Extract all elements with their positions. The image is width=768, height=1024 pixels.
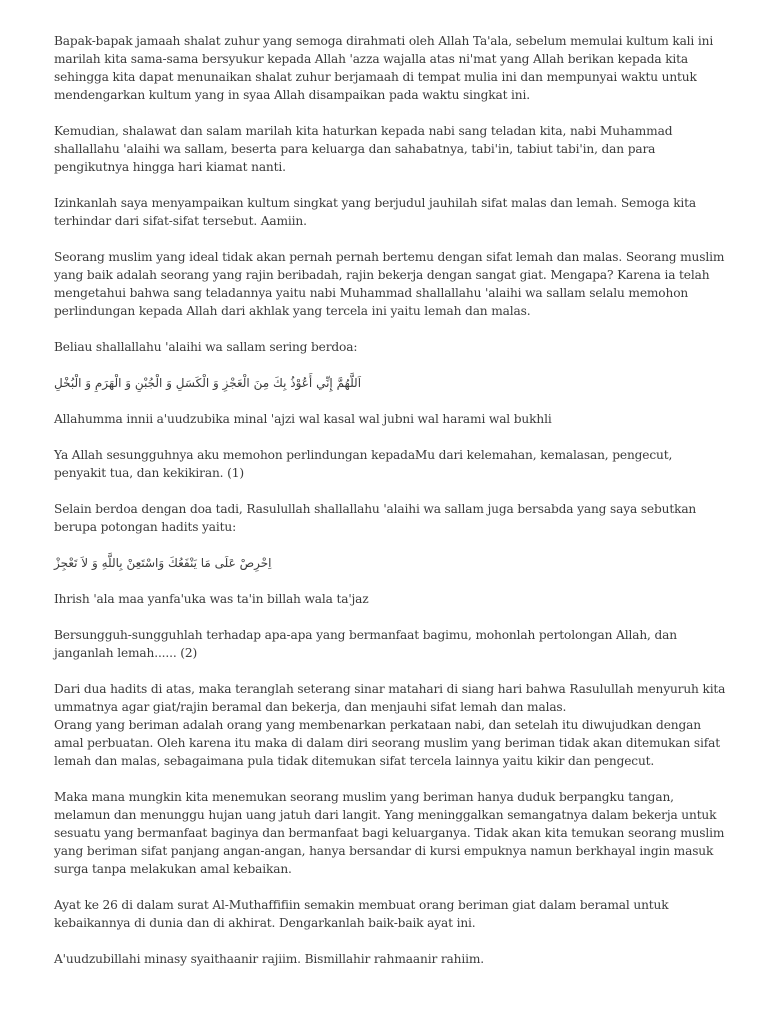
- text-line: berupa potongan hadits yaitu:: [54, 520, 237, 534]
- text-line: Allahumma innii a'uudzubika minal 'ajzi wal kasal wal jubni wal harami wal bukhli: [54, 412, 552, 426]
- text-line: yang baik adalah seorang yang rajin beribadah, rajin bekerja dengan sangat giat. Mengapa? Karena ia telah: [54, 268, 710, 282]
- text-line: perlindungan kepada Allah dari akhlak yang tercela ini yaitu lemah dan malas.: [54, 304, 531, 318]
- paragraph-doa-translation: [54, 446, 716, 482]
- text-line: Dari dua hadits di atas, maka teranglah seterang sinar matahari di siang hari bahwa Rasulullah menyuruh kita: [54, 682, 726, 696]
- text-line: Selain berdoa dengan doa tadi, Rasulullah shallallahu 'alaihi wa sallam juga bersabda yang saya sebutkan: [54, 502, 697, 516]
- arabic-hadits: [54, 554, 716, 572]
- text-line: Ayat ke 26 di dalam surat Al-Muthaffifiin semakin membuat orang beriman giat dalam beramal untuk: [54, 898, 669, 912]
- text-line: Beliau shallallahu 'alaihi wa sallam sering berdoa:: [54, 340, 358, 354]
- text-line: Maka mana mungkin kita menemukan seorang muslim yang beriman hanya duduk berpangku tangan,: [54, 790, 674, 804]
- text-line: Seorang muslim yang ideal tidak akan pernah pernah bertemu dengan sifat lemah dan malas. Seorang muslim: [54, 250, 725, 264]
- paragraph-intro-topic: [54, 194, 716, 230]
- text-line: terhindar dari sifat-sifat tersebut. Aamiin.: [54, 214, 307, 228]
- text-line: Ya Allah sesungguhnya aku memohon perlindungan kepadaMu dari kelemahan, kemalasan, pengecut,: [54, 448, 673, 462]
- text-line: surga tanpa melakukan amal kebaikan.: [54, 862, 292, 876]
- text-line: amal perbuatan. Oleh karena itu maka di dalam diri seorang muslim yang beriman tidak akan ditemukan sifat: [54, 736, 720, 750]
- text-line: lemah dan malas, sebagaimana pula tidak ditemukan sifat tercela lainnya yaitu kikir dan pengecut.: [54, 754, 655, 768]
- paragraph-doa-intro: [54, 338, 716, 356]
- text-line: sehingga kita dapat menunaikan shalat zuhur berjamaah di tempat mulia ini dan mempunyai waktu untuk: [54, 70, 697, 84]
- text-line: A'uudzubillahi minasy syaithaanir rajiim. Bismillahir rahmaanir rahiim.: [54, 952, 484, 966]
- text-line: shallallahu 'alaihi wa sallam, beserta para keluarga dan sahabatnya, tabi'in, tabiut tabi'in, dan para: [54, 142, 656, 156]
- paragraph-explanation: [54, 680, 726, 770]
- text-line: Bersungguh-sungguhlah terhadap apa-apa yang bermanfaat bagimu, mohonlah pertolongan Allah, dan: [54, 628, 677, 642]
- paragraph-opening: [54, 32, 716, 104]
- text-line: melamun dan menunggu hujan uang jatuh dari langit. Yang meninggalkan semangatnya dalam bekerja untuk: [54, 808, 717, 822]
- text-line: yang beriman sifat panjang angan-angan, hanya bersandar di kursi empuknya namun berkhayal ingin masuk: [54, 844, 714, 858]
- text-line: janganlah lemah...... (2): [54, 646, 198, 660]
- text-line: penyakit tua, dan kekikiran. (1): [54, 466, 244, 480]
- arabic-doa-text: اَللَّهُمَّ إِنِّي أَعُوْذُ بِكَ مِنَ الْعَجْزِ وَ الْكَسَلِ وَ الْجُبْنِ وَ الْهَرَمِ وَ الْبُخْلِ: [54, 376, 362, 390]
- paragraph-ideal-muslim: [54, 248, 725, 320]
- paragraph-doa-transliteration: [54, 410, 716, 428]
- paragraph-ayat: [54, 896, 716, 932]
- text-line: Bapak-bapak jamaah shalat zuhur yang semoga dirahmati oleh Allah Ta'ala, sebelum memulai kultum kali ini: [54, 34, 714, 48]
- paragraph-taawudz: [54, 950, 716, 968]
- arabic-doa: [54, 374, 716, 392]
- arabic-hadits-text: اِحْرِصْ عَلَى مَا يَنْفَعُكَ وَاسْتَعِنْ بِاللَّهِ وَ لاَ تَعْجِزْ: [54, 556, 272, 570]
- text-line: mengetahui bahwa sang teladannya yaitu nabi Muhammad shallallahu 'alaihi wa sallam selalu memohon: [54, 286, 689, 300]
- text-line: pengikutnya hingga hari kiamat nanti.: [54, 160, 286, 174]
- paragraph-hadits-intro: [54, 500, 716, 536]
- text-line: marilah kita sama-sama bersyukur kepada Allah 'azza wajalla atas ni'mat yang Allah berikan kepada kita: [54, 52, 689, 66]
- text-line: Izinkanlah saya menyampaikan kultum singkat yang berjudul jauhilah sifat malas dan lemah. Semoga kita: [54, 196, 697, 210]
- paragraph-hadits-translation: [54, 626, 716, 662]
- text-line: ummatnya agar giat/rajin beramal dan bekerja, dan menjauhi sifat lemah dan malas.: [54, 700, 567, 714]
- text-line: Ihrish 'ala maa yanfa'uka was ta'in billah wala ta'jaz: [54, 592, 369, 606]
- paragraph-shalawat: [54, 122, 716, 176]
- text-line: sesuatu yang bermanfaat baginya dan bermanfaat bagi keluarganya. Tidak akan kita temukan seorang muslim: [54, 826, 725, 840]
- document-body: [54, 32, 726, 986]
- paragraph-hadits-transliteration: [54, 590, 716, 608]
- paragraph-believer: [54, 788, 725, 878]
- text-line: Orang yang beriman adalah orang yang membenarkan perkataan nabi, dan setelah itu diwujudkan dengan: [54, 718, 701, 732]
- text-line: mendengarkan kultum yang in syaa Allah disampaikan pada waktu singkat ini.: [54, 88, 530, 102]
- text-line: kebaikannya di dunia dan di akhirat. Dengarkanlah baik-baik ayat ini.: [54, 916, 476, 930]
- text-line: Kemudian, shalawat dan salam marilah kita haturkan kepada nabi sang teladan kita, nabi Muhammad: [54, 124, 673, 138]
